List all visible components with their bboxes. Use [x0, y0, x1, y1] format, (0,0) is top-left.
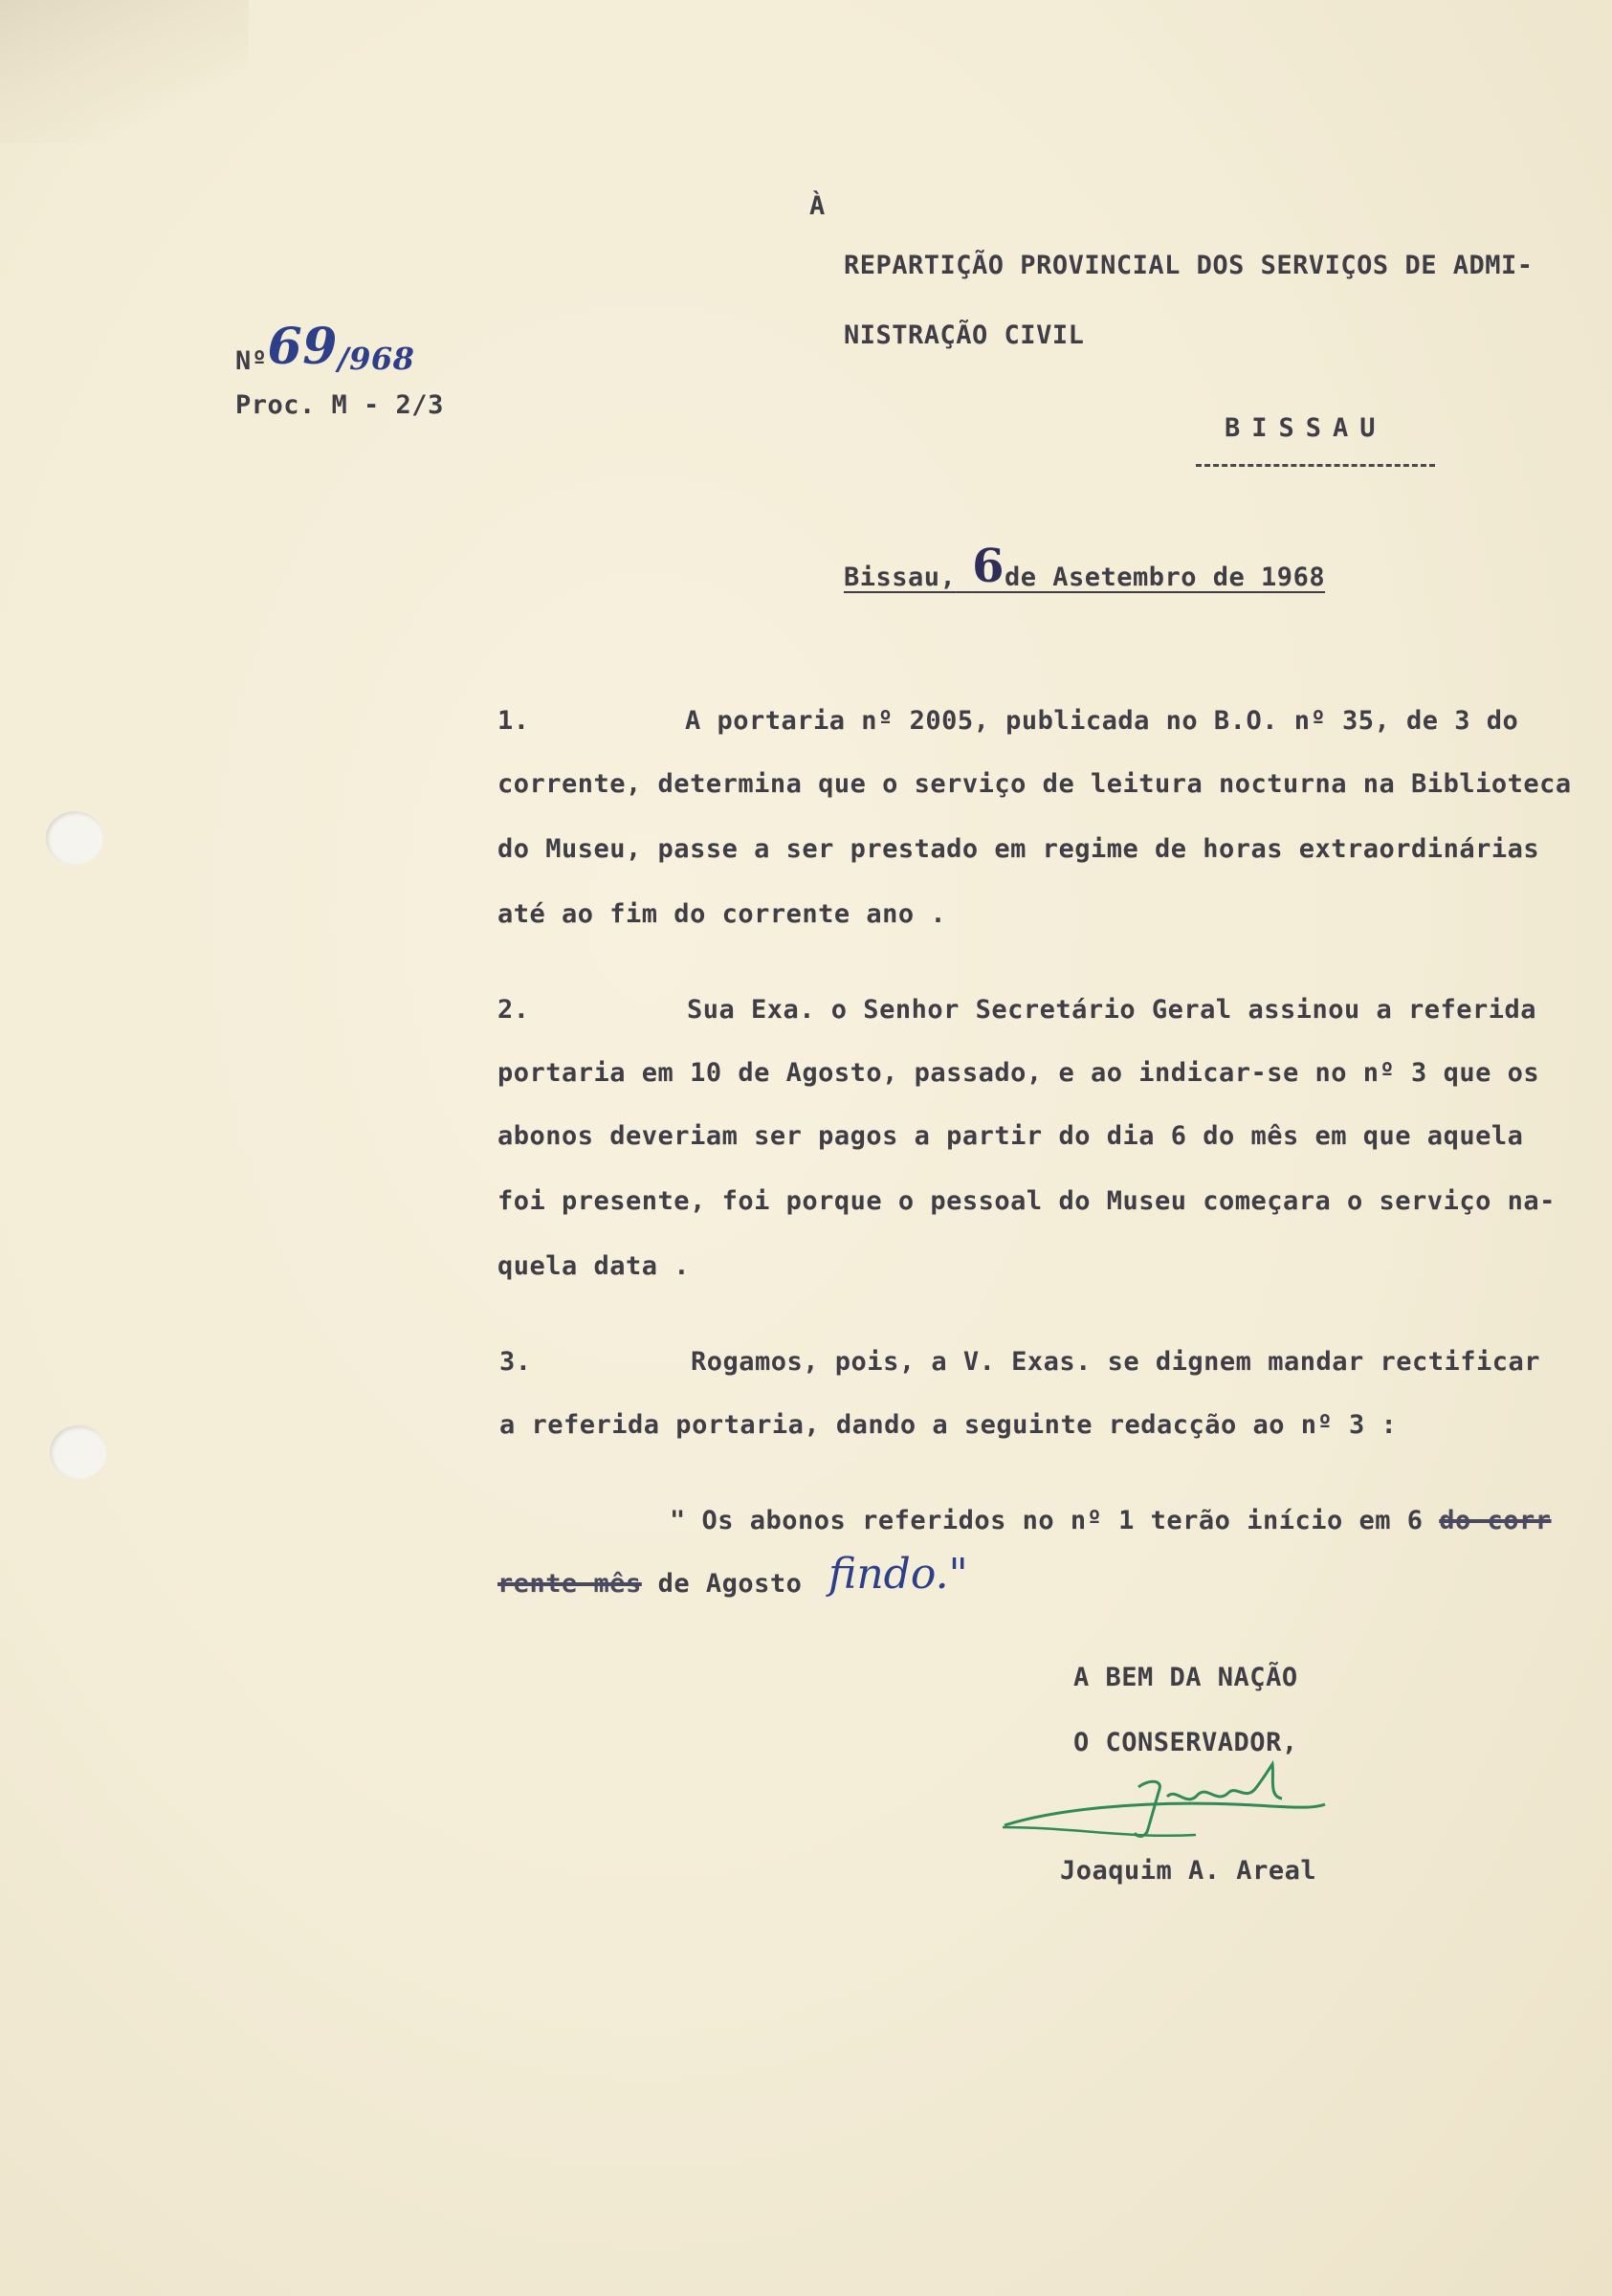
paragraph-3-line-2: a referida portaria, dando a seguinte redacção ao nº 3 :: [499, 1410, 1398, 1440]
addressee-line-2: NISTRAÇÃO CIVIL: [844, 320, 1085, 350]
signatory-name: Joaquim A. Areal: [1060, 1856, 1317, 1886]
quote-line-1: " Os abonos referidos no nº 1 terão início em 6 do corr: [670, 1506, 1552, 1535]
addressee-line-1: REPARTIÇÃO PROVINCIAL DOS SERVIÇOS DE ADMI-: [844, 251, 1534, 280]
punch-hole-bottom: [50, 1425, 107, 1479]
paragraph-1-line-3: do Museu, passe a ser prestado em regime de horas extraordinárias: [497, 834, 1540, 864]
reference-number: Nº69/968: [235, 318, 415, 377]
addressee-city: BISSAU: [1225, 413, 1387, 443]
handwritten-insertion: findo.": [828, 1550, 968, 1599]
paragraph-1-line-2: corrente, determina que o serviço de leitura nocturna na Biblioteca: [497, 769, 1572, 799]
paragraph-2-number: 2.: [497, 995, 530, 1025]
paragraph-2-line-5: quela data .: [497, 1251, 691, 1281]
quote-line-2: rente mês de Agosto: [497, 1569, 803, 1599]
paragraph-1-line-1: A portaria nº 2005, publicada no B.O. nº 35, de 3 do: [685, 706, 1519, 736]
signature: [995, 1751, 1339, 1856]
closing-salutation: A BEM DA NAÇÃO: [1073, 1663, 1298, 1692]
paragraph-2-line-4: foi presente, foi porque o pessoal do Museu começara o serviço na-: [497, 1186, 1556, 1216]
paper-fold: [0, 0, 249, 144]
paragraph-3-line-1: Rogamos, pois, a V. Exas. se dignem mandar rectificar: [691, 1347, 1541, 1377]
paragraph-2-line-3: abonos deveriam ser pagos a partir do dia 6 do mês em que aquela: [497, 1121, 1524, 1151]
city-underline: [1196, 464, 1435, 467]
signatory-title: O CONSERVADOR,: [1073, 1728, 1298, 1757]
paragraph-1-number: 1.: [497, 706, 530, 736]
addressee-prefix: À: [809, 191, 826, 221]
process-reference: Proc. M - 2/3: [235, 390, 444, 420]
paragraph-1-line-4: até ao fim do corrente ano .: [497, 899, 947, 929]
paragraph-3-number: 3.: [499, 1347, 532, 1377]
paragraph-2-line-2: portaria em 10 de Agosto, passado, e ao indicar-se no nº 3 que os: [497, 1058, 1540, 1088]
paragraph-2-line-1: Sua Exa. o Senhor Secretário Geral assinou a referida: [687, 995, 1537, 1025]
date-line: Bissau, 6de Asetembro de 1968: [844, 540, 1326, 593]
punch-hole-top: [46, 811, 103, 865]
